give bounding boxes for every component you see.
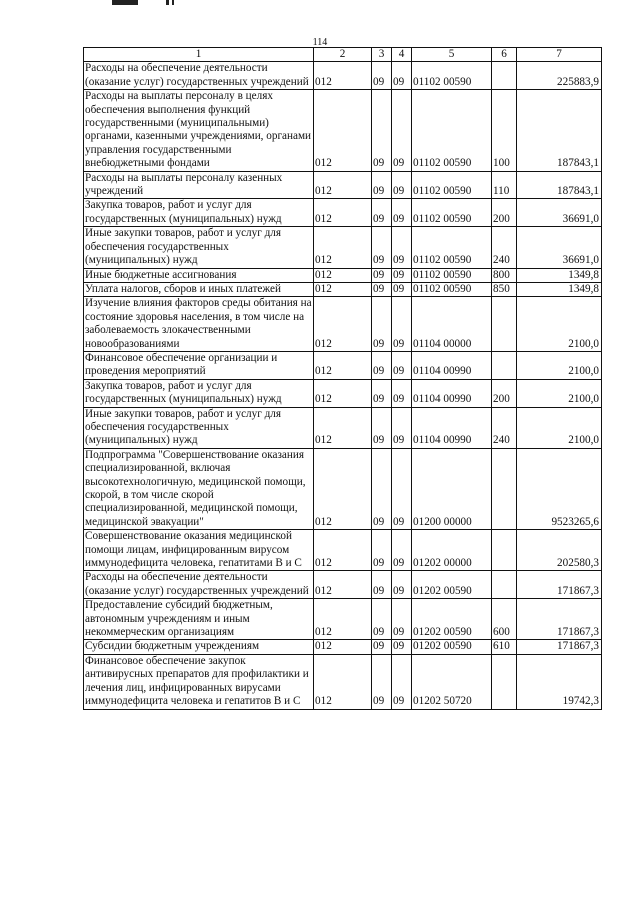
- expense-name: Изучение влияния факторов среды обитания на состояние здоровья населения, в том числе на заболеваемость злокачественными новообразованиями: [85, 297, 312, 350]
- table-row: [84, 171, 602, 199]
- subsection-code: 09: [392, 171, 412, 199]
- subsection-code: 09: [392, 90, 412, 171]
- expense-name: Закупка товаров, работ и услуг для государственных (муниципальных) нужд: [84, 199, 314, 227]
- amount: 171867,3: [517, 640, 602, 654]
- subsection-code: 09: [392, 530, 412, 571]
- section-code: 09: [372, 297, 392, 352]
- subsection-code: 09: [392, 448, 412, 529]
- amount: 171867,3: [517, 571, 602, 599]
- target-article-code: 01102 00590: [412, 90, 492, 171]
- expense-type-code: 240: [492, 407, 517, 448]
- expense-name: Закупка товаров, работ и услуг для государственных (муниципальных) нужд: [84, 379, 314, 407]
- expense-type-code: [492, 448, 517, 529]
- table-row: [84, 282, 602, 296]
- expense-type-code: [492, 351, 517, 379]
- section-code: 09: [372, 571, 392, 599]
- expense-name: Финансовое обеспечение закупок антивирусных препаратов для профилактики и лечения лиц, инфицированных вирусами иммунодефицита человека и гепатитов B и C: [84, 654, 314, 709]
- budget-table: [83, 47, 602, 710]
- ministry-code: 012: [314, 297, 372, 352]
- subsection-code: 09: [392, 351, 412, 379]
- expense-type-code: [492, 297, 517, 352]
- page-number: 114: [312, 37, 328, 48]
- table-row: [84, 571, 602, 599]
- column-header: 1: [84, 48, 314, 62]
- expense-name: Совершенствование оказания медицинской помощи лицам, инфицированным вирусом иммунодефицита человека, гепатитами B и C: [84, 530, 314, 571]
- section-code: 09: [372, 199, 392, 227]
- ministry-code: 012: [314, 654, 372, 709]
- section-code: 09: [372, 227, 392, 268]
- target-article-code: 01104 00990: [412, 379, 492, 407]
- table-row: [84, 448, 602, 529]
- target-article-code: 01202 00000: [412, 530, 492, 571]
- expense-name: Финансовое обеспечение организации и проведения мероприятий: [84, 351, 314, 379]
- expense-type-code: 200: [492, 199, 517, 227]
- target-article-code: 01202 00590: [412, 599, 492, 640]
- scan-artifact-mark: [112, 0, 138, 5]
- expense-type-code: 610: [492, 640, 517, 654]
- column-header: 7: [517, 48, 602, 62]
- section-code: 09: [372, 282, 392, 296]
- expense-name: Расходы на выплаты персоналу казенных учреждений: [84, 171, 314, 199]
- expense-type-code: 600: [492, 599, 517, 640]
- table-row: [84, 297, 602, 352]
- column-header: 3: [372, 48, 392, 62]
- expense-type-code: 850: [492, 282, 517, 296]
- table-row: [84, 90, 602, 171]
- ministry-code: 012: [314, 227, 372, 268]
- expense-name: Предоставление субсидий бюджетным, автономным учреждениям и иным некоммерческим организациям: [84, 599, 314, 640]
- column-header: 2: [314, 48, 372, 62]
- section-code: 09: [372, 379, 392, 407]
- amount: 187843,1: [517, 90, 602, 171]
- subsection-code: 09: [392, 199, 412, 227]
- table-row: [84, 62, 602, 90]
- amount: 9523265,6: [517, 448, 602, 529]
- expense-type-code: 200: [492, 379, 517, 407]
- target-article-code: 01102 00590: [412, 282, 492, 296]
- section-code: 09: [372, 448, 392, 529]
- subsection-code: 09: [392, 227, 412, 268]
- table-row: [84, 351, 602, 379]
- section-code: 09: [372, 640, 392, 654]
- ministry-code: 012: [314, 379, 372, 407]
- ministry-code: 012: [314, 571, 372, 599]
- amount: 187843,1: [517, 171, 602, 199]
- table-row: [84, 407, 602, 448]
- table-header-row: [84, 48, 602, 62]
- column-header: 4: [392, 48, 412, 62]
- expense-name: Иные закупки товаров, работ и услуг для обеспечения государственных (муниципальных) нужд: [84, 407, 314, 448]
- expense-type-code: [492, 571, 517, 599]
- amount: 19742,3: [517, 654, 602, 709]
- section-code: 09: [372, 530, 392, 571]
- subsection-code: 09: [392, 62, 412, 90]
- ministry-code: 012: [314, 407, 372, 448]
- amount: 2100,0: [517, 407, 602, 448]
- table-row: [84, 530, 602, 571]
- expense-type-code: 110: [492, 171, 517, 199]
- target-article-code: 01102 00590: [412, 171, 492, 199]
- expense-name: Расходы на обеспечение деятельности (оказание услуг) государственных учреждений: [84, 571, 314, 599]
- expense-name: Расходы на выплаты персоналу в целях обеспечения выполнения функций государственными (муниципальными) органами, казенными учреждениями, органами управления государственными внебюджетными фондами: [84, 90, 314, 171]
- table-row: [84, 379, 602, 407]
- table-row: [84, 227, 602, 268]
- expense-name: Уплата налогов, сборов и иных платежей: [84, 282, 314, 296]
- table-row: [84, 199, 602, 227]
- ministry-code: 012: [314, 62, 372, 90]
- section-code: 09: [372, 90, 392, 171]
- section-code: 09: [372, 268, 392, 282]
- amount: 36691,0: [517, 199, 602, 227]
- expense-name: Субсидии бюджетным учреждениям: [84, 640, 314, 654]
- amount: 1349,8: [517, 268, 602, 282]
- target-article-code: 01102 00590: [412, 199, 492, 227]
- amount: 1349,8: [517, 282, 602, 296]
- ministry-code: 012: [314, 282, 372, 296]
- section-code: 09: [372, 599, 392, 640]
- section-code: 09: [372, 171, 392, 199]
- column-header: 5: [412, 48, 492, 62]
- section-code: 09: [372, 62, 392, 90]
- subsection-code: 09: [392, 268, 412, 282]
- table-row: [84, 640, 602, 654]
- table-body: [84, 62, 602, 709]
- section-code: 09: [372, 654, 392, 709]
- scan-artifact-mark: [172, 0, 174, 5]
- table-row: [84, 268, 602, 282]
- ministry-code: 012: [314, 90, 372, 171]
- table-row: [84, 654, 602, 709]
- expense-type-code: 800: [492, 268, 517, 282]
- target-article-code: 01104 00990: [412, 407, 492, 448]
- expense-name: Иные бюджетные ассигнования: [84, 268, 314, 282]
- amount: 2100,0: [517, 297, 602, 352]
- expense-name: Подпрограмма "Совершенствование оказания специализированной, включая высокотехнологичную, медицинской помощи, скорой, в том числе скорой специализированной, медицинской помощи, медицинской эвакуации": [84, 448, 314, 529]
- target-article-code: 01202 00590: [412, 640, 492, 654]
- subsection-code: 09: [392, 282, 412, 296]
- scan-artifact-mark: [166, 0, 169, 5]
- expense-type-code: 240: [492, 227, 517, 268]
- subsection-code: 09: [392, 407, 412, 448]
- target-article-code: 01202 50720: [412, 654, 492, 709]
- section-code: 09: [372, 351, 392, 379]
- ministry-code: 012: [314, 448, 372, 529]
- expense-type-code: 100: [492, 90, 517, 171]
- expense-name: Расходы на обеспечение деятельности (оказание услуг) государственных учреждений: [84, 62, 314, 90]
- table-row: [84, 599, 602, 640]
- expense-type-code: [492, 62, 517, 90]
- target-article-code: 01104 00000: [412, 297, 492, 352]
- amount: 202580,3: [517, 530, 602, 571]
- amount: 171867,3: [517, 599, 602, 640]
- ministry-code: 012: [314, 530, 372, 571]
- target-article-code: 01102 00590: [412, 227, 492, 268]
- ministry-code: 012: [314, 351, 372, 379]
- amount: 2100,0: [517, 351, 602, 379]
- expense-type-code: [492, 654, 517, 709]
- amount: 2100,0: [517, 379, 602, 407]
- column-header: 6: [492, 48, 517, 62]
- subsection-code: 09: [392, 599, 412, 640]
- subsection-code: 09: [392, 654, 412, 709]
- amount: 225883,9: [517, 62, 602, 90]
- subsection-code: 09: [392, 640, 412, 654]
- target-article-code: 01104 00990: [412, 351, 492, 379]
- target-article-code: 01102 00590: [412, 62, 492, 90]
- subsection-code: 09: [392, 571, 412, 599]
- ministry-code: 012: [314, 640, 372, 654]
- subsection-code: 09: [392, 379, 412, 407]
- ministry-code: 012: [314, 268, 372, 282]
- target-article-code: 01200 00000: [412, 448, 492, 529]
- ministry-code: 012: [314, 171, 372, 199]
- expense-name: Иные закупки товаров, работ и услуг для обеспечения государственных (муниципальных) нужд: [84, 227, 314, 268]
- ministry-code: 012: [314, 599, 372, 640]
- amount: 36691,0: [517, 227, 602, 268]
- expense-type-code: [492, 530, 517, 571]
- ministry-code: 012: [314, 199, 372, 227]
- section-code: 09: [372, 407, 392, 448]
- target-article-code: 01102 00590: [412, 268, 492, 282]
- subsection-code: 09: [392, 297, 412, 352]
- target-article-code: 01202 00590: [412, 571, 492, 599]
